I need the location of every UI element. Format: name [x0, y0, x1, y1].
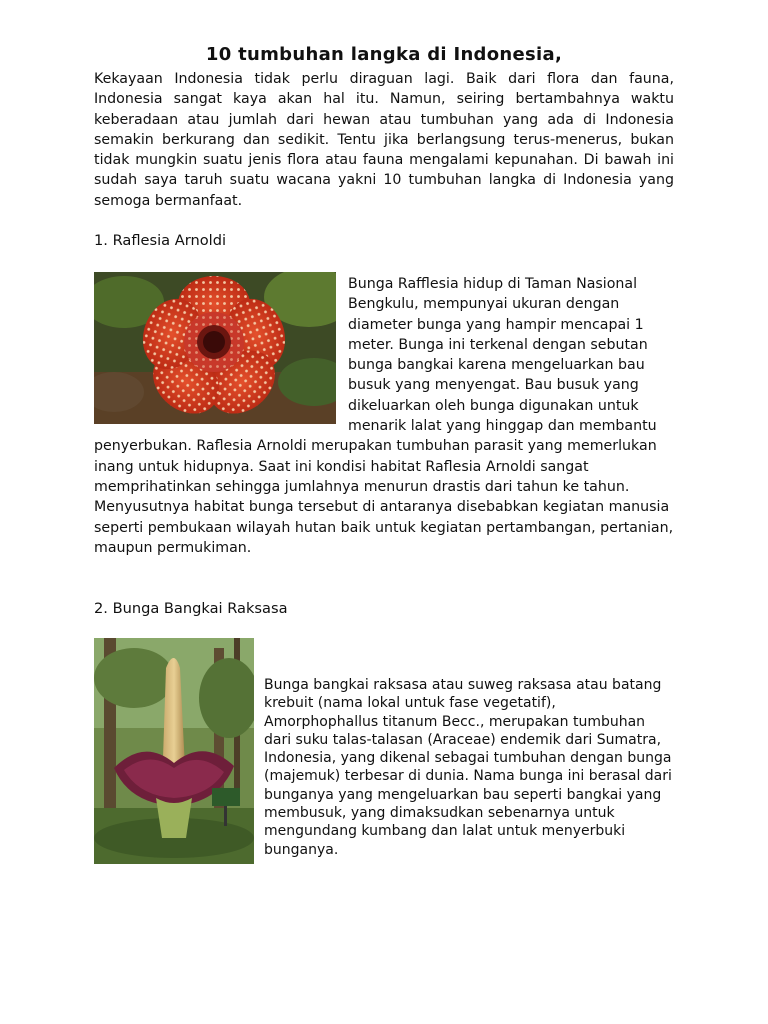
- rafflesia-photo: [94, 272, 336, 424]
- section-heading-titan-arum: 2. Bunga Bangkai Raksasa: [94, 600, 288, 617]
- rafflesia-description: Bunga Rafflesia hidup di Taman Nasional Bengkulu, mempunyai ukuran dengan diameter bunga yang hampir mencapai 1 meter. Bunga ini terkenal dengan sebutan bunga bangkai karena mengeluarkan bau busuk yang menyengat. Bau busuk yang dikeluarkan oleh bunga digunakan untuk menarik lalat yang hinggap dan membantu penyerbukan. Raflesia Arnoldi merupakan tumbuhan parasit yang memerlukan inang untuk hidupnya. Saat ini kondisi habitat Raflesia Arnoldi sangat memprihatinkan sehingga jumlahnya menurun drastis dari tahun ke tahun. Menyusutnya habitat bunga tersebut di antaranya disebabkan kegiatan manusia seperti pembukaan wilayah hutan baik untuk kegiatan pertambangan, pertanian, maupun permukiman.: [94, 276, 674, 556]
- titan-arum-description: Bunga bangkai raksasa atau suweg raksasa atau batang krebuit (nama lokal untuk fase vegetatif), Amorphophallus titanum Becc., merupakan tumbuhan dari suku talas-talasan (Araceae) endemik dari Sumatra, Indonesia, yang dikenal sebagai tumbuhan dengan bunga (majemuk) terbesar di dunia. Nama bunga ini berasal dari bunganya yang mengeluarkan bau seperti bangkai yang membusuk, yang dimaksudkan sebenarnya untuk mengundang kumbang dan lalat untuk menyerbuki bunganya.: [264, 677, 672, 858]
- titan-arum-photo: [94, 638, 254, 864]
- intro-paragraph: Kekayaan Indonesia tidak perlu diraguan lagi. Baik dari flora dan fauna, Indonesia sangat kaya akan hal itu. Namun, seiring bertambahnya waktu keberadaan atau jumlah dari hewan atau tumbuhan yang ada di Indonesia semakin berkurang dan sedikit. Tentu jika berlangsung terus-menerus, bukan tidak mungkin suatu jenis flora atau fauna mengalami kepunahan. Di bawah ini sudah saya taruh suatu wacana yakni 10 tumbuhan langka di Indonesia yang semoga bermanfaat.: [94, 71, 674, 209]
- section-heading-rafflesia: 1. Raflesia Arnoldi: [94, 232, 227, 249]
- page-title: 10 tumbuhan langka di Indonesia,: [205, 44, 563, 65]
- section-rafflesia: [94, 272, 674, 558]
